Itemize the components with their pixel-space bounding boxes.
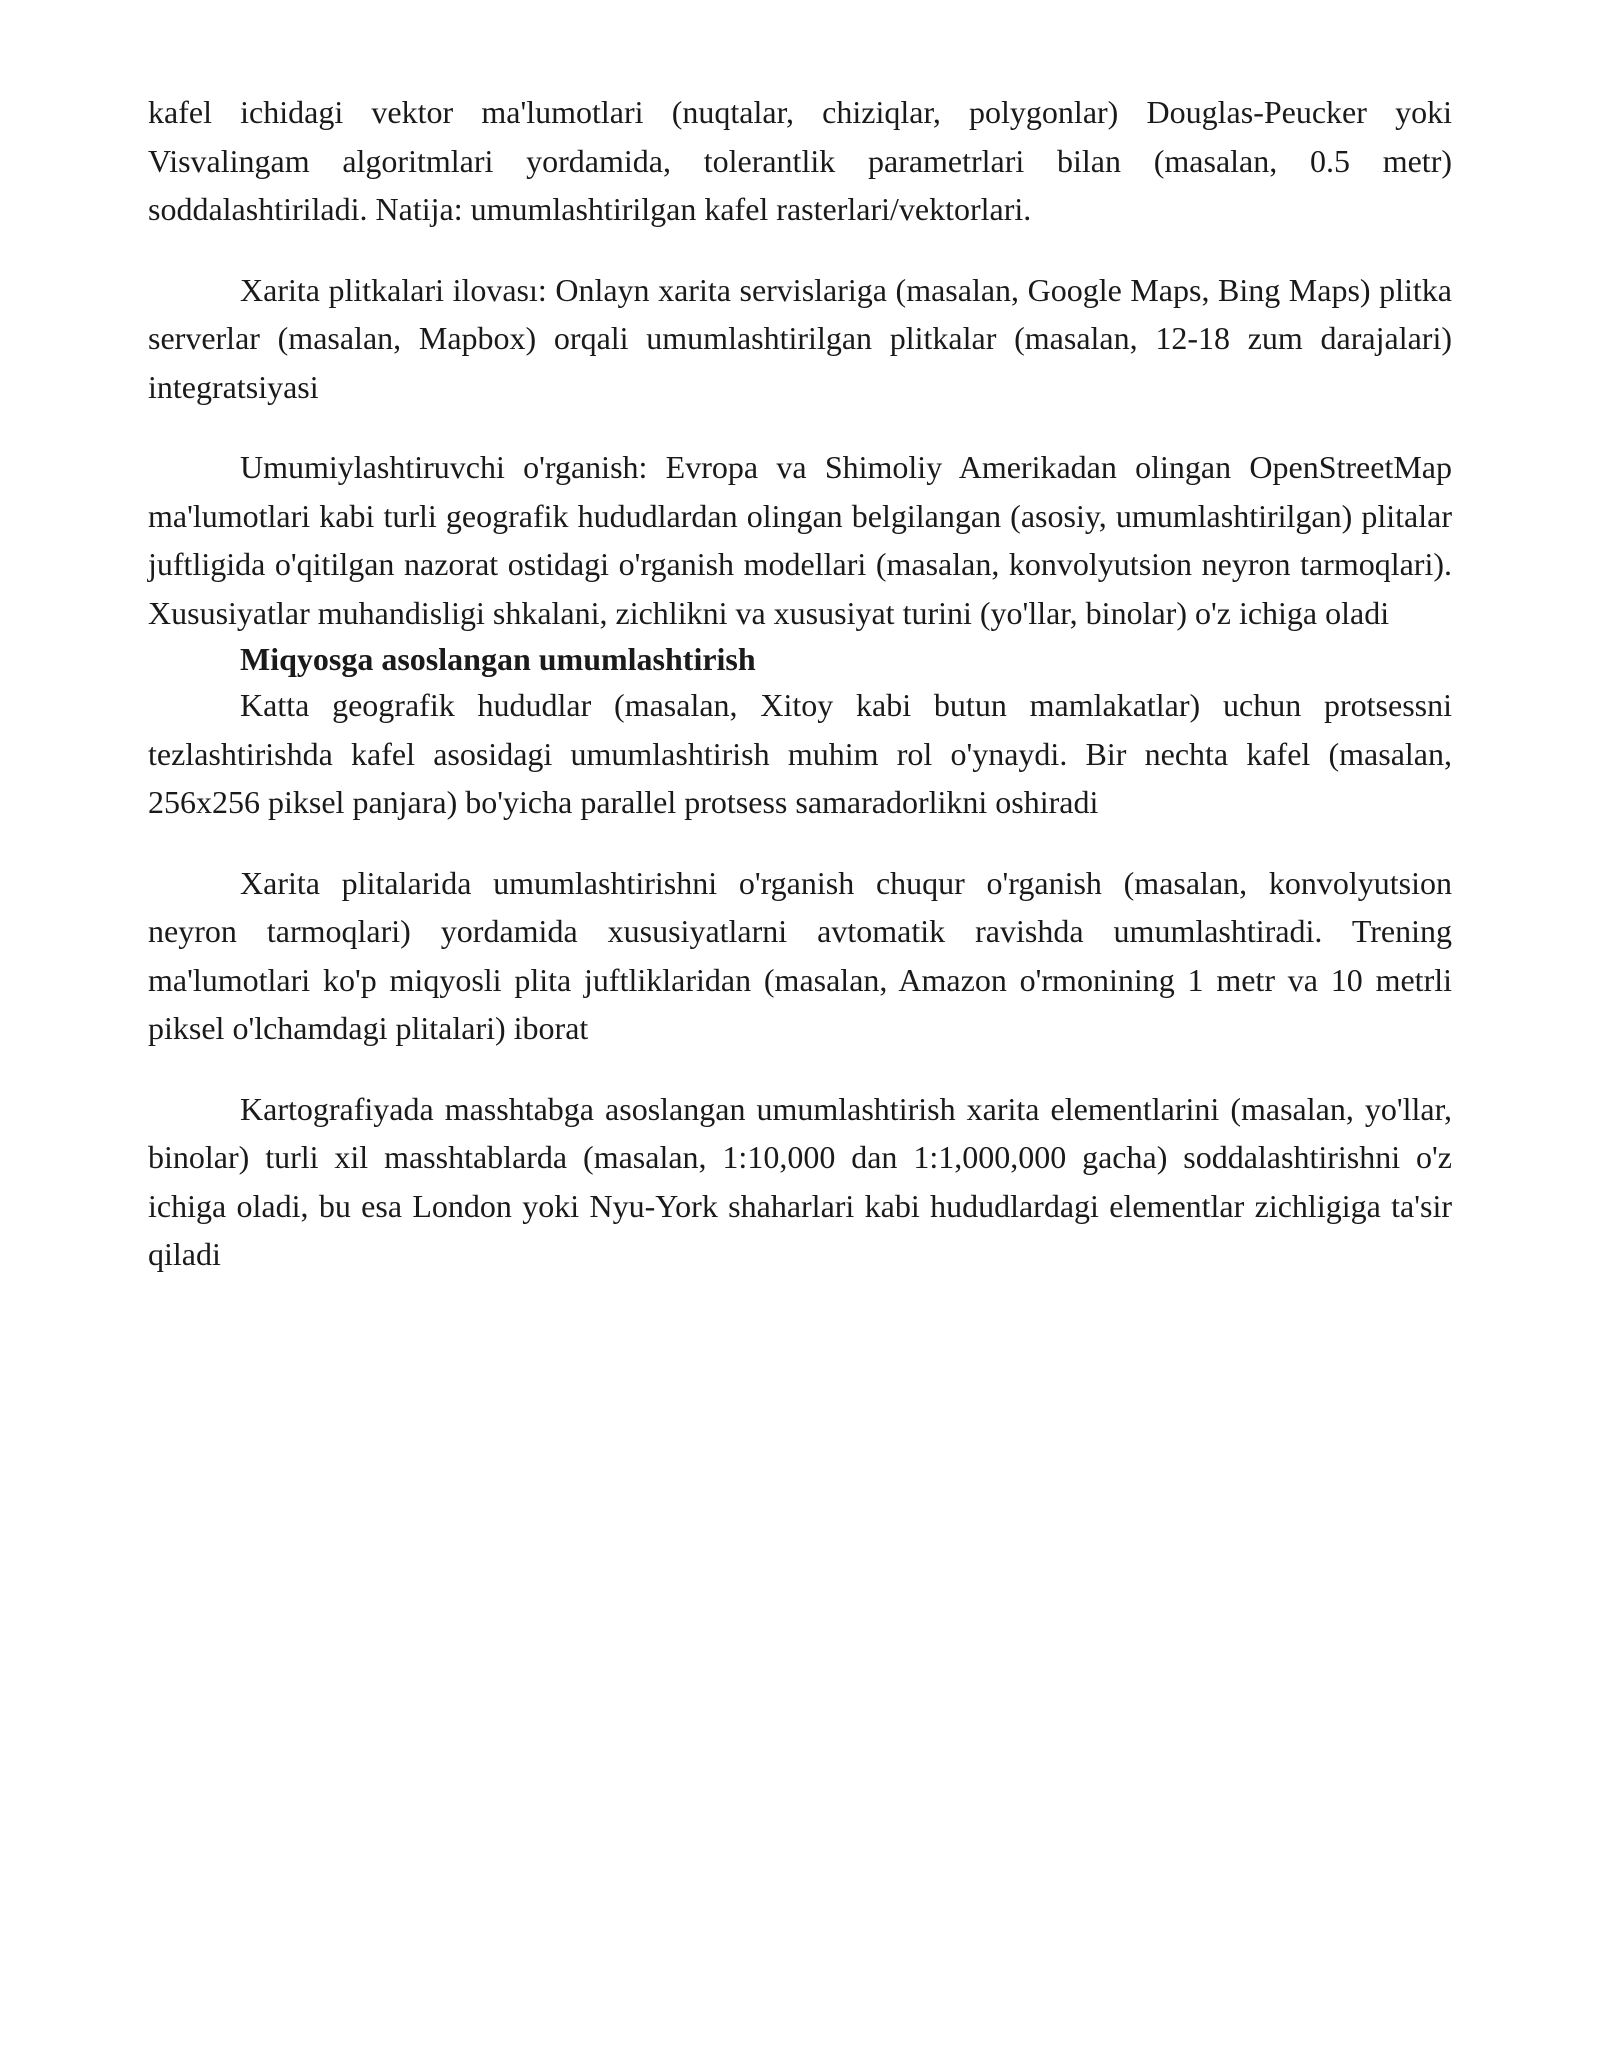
document-page [148, 88, 1452, 1279]
paragraph-tile-based-generalization: Katta geografik hududlar (masalan, Xitoy kabi butun mamlakatlar) uchun protsessni tezlashtirishda kafel asosidagi umumlashtirish muhim rol o'ynaydi. Bir nechta kafel (masalan, 256x256 piksel panjara) bo'yicha parallel protsess samaradorlikni oshiradi [148, 687, 1452, 820]
paragraph-scale-based-generalization: Kartografiyada masshtabga asoslangan umumlashtirish xarita elementlarini (masalan, yo'llar, binolar) turli xil masshtablarda (masalan, 1:10,000 dan 1:1,000,000 gacha) soddalashtirishni o'z ichiga oladi, bu esa London yoki Nyu-York shaharlari kabi hududlardagi elementlar zichligiga ta'sir qiladi [148, 1090, 1452, 1272]
section-heading: Miqyosga asoslangan umumlashtirish [240, 641, 756, 677]
paragraph-generalization-learning: Umumiylashtiruvchi o'rganish: Evropa va Shimoliy Amerikadan olingan OpenStreetMap ma'lumotlari kabi turli geografik hududlardan olingan belgilangan (asosiy, umumlashtirilgan) plitalar juftligida o'qitilgan nazorat ostidagi o'rganish modellari (masalan, konvolyutsion neyron tarmoqlari). Xususiyatlar muhandisligi shkalani, zichlikni va xususiyat turini (yo'llar, binolar) o'z ichiga oladi [148, 449, 1452, 631]
paragraph-vector-simplification: kafel ichidagi vektor ma'lumotlari (nuqtalar, chiziqlar, polygonlar) Douglas-Peucker yoki Visvalingam algoritmlari yordamida, tolerantlik parametrlari bilan (masalan, 0.5 metr) soddalashtiriladi. Natija: umumlashtirilgan kafel rasterlari/vektorlari. [148, 94, 1452, 227]
paragraph-map-tiles-application: Xarita plitkalari ilovası: Onlayn xarita servislariga (masalan, Google Maps, Bing Maps) plitka serverlar (masalan, Mapbox) orqali umumlashtirilgan plitkalar (masalan, 12-18 zum darajalari) integratsiyasi [148, 271, 1452, 405]
paragraph-deep-learning-generalization: Xarita plitalarida umumlashtirishni o'rganish chuqur o'rganish (masalan, konvolyutsion neyron tarmoqlari) yordamida xususiyatlarni avtomatik ravishda umumlashtiradi. Trening ma'lumotlari ko'p miqyosli plita juftliklaridan (masalan, Amazon o'rmonining 1 metr va 10 metrli piksel o'lchamdagi plitalari) iborat [148, 864, 1452, 1046]
